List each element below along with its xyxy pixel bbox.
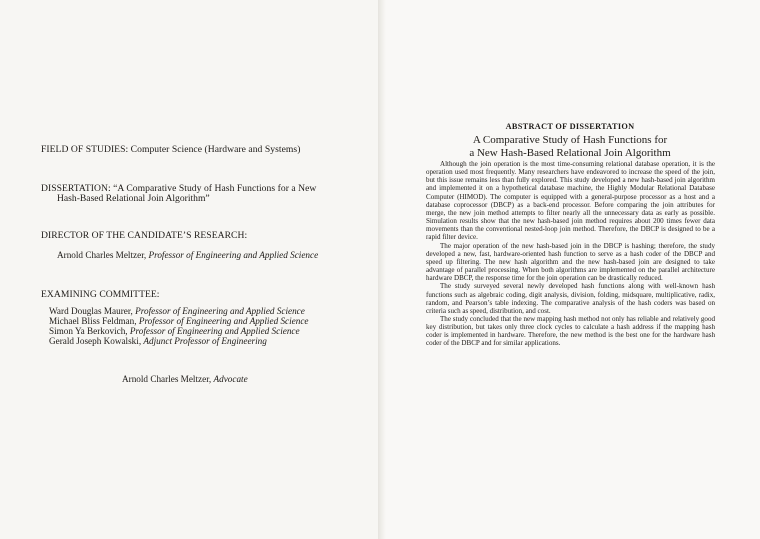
committee-member-name: Gerald Joseph Kowalski,: [49, 336, 142, 346]
abstract-paragraph: Although the join operation is the most time-consuming relational database operation, it is the operation used most frequently. Many researchers have endeavored to increase the speed of the join, but this issue remains less than fully explored. This study developed a new hash-based join algorithm and implemented it on a hypothetical database machine, the Highly Modular Relational Database Computer (HIMOD). The computer is equipped with a general-purpose processor as a host and a database coprocessor (DBCP) as a back-end processor. Before comparing the join attributes for merge, the new join method attempts to filter nearly all the unnecessary data as early as possible. Simulation results show that the new hash-based join method requires about 200 times fewer data movements than the conventional nested-loop join method. Therefore, the DBCP is designed to be a rapid filter device.: [426, 160, 715, 242]
committee-member-name: Simon Ya Berkovich,: [49, 326, 128, 336]
committee-member: [49, 306, 305, 316]
advocate-name: Arnold Charles Meltzer,: [122, 374, 212, 384]
director-title: Professor of Engineering and Applied Science: [148, 250, 319, 260]
abstract-title-line-1: A Comparative Study of Hash Functions for: [472, 134, 668, 146]
committee-member-name: Ward Douglas Maurer,: [49, 306, 133, 316]
director-heading: DIRECTOR OF THE CANDIDATE’S RESEARCH:: [41, 230, 248, 241]
abstract-paragraph: The study concluded that the new mapping hash method not only has reliable and relatively good key distribution, but takes only three clock cycles to calculate a hash address if the mapping hash coder is implemented in hardware. Therefore, the new method is the best one for the hardware hash coder of the DBCP and for similar applications.: [426, 314, 715, 348]
abstract-heading: ABSTRACT OF DISSERTATION: [505, 122, 635, 131]
committee-member-name: Michael Bliss Feldman,: [49, 316, 137, 326]
abstract-title: [381, 134, 759, 159]
abstract-title-line-2: a New Hash-Based Relational Join Algorithm: [469, 146, 671, 159]
page-gutter: [378, 0, 386, 539]
committee-heading: EXAMINING COMMITTEE:: [41, 289, 160, 300]
dissertation-line-2: Hash-Based Relational Join Algorithm”: [57, 193, 210, 204]
committee-member: [49, 326, 300, 336]
dissertation-line-1: DISSERTATION: “A Comparative Study of Hash Functions for a New: [41, 183, 317, 194]
committee-member-title: Professor of Engineering and Applied Science: [138, 316, 309, 326]
committee-member: [49, 336, 267, 346]
director-name: Arnold Charles Meltzer,: [57, 250, 147, 260]
advocate-entry: [122, 374, 248, 384]
committee-member-title: Professor of Engineering and Applied Science: [129, 326, 300, 336]
abstract-paragraph: The major operation of the new hash-based join in the DBCP is hashing; therefore, the study developed a new, fast, hardware-oriented hash function to serve as a hash coder of the DBCP and speed up filtering. The new hash algorithm and the new hash-based join are designed to take advantage of parallel processing. When both algorithms are implemented on the parallel architecture hardware DBCP, the response time for the join operation can be drastically reduced.: [426, 241, 715, 283]
committee-member-title: Professor of Engineering and Applied Science: [135, 306, 305, 316]
committee-member-title: Adjunct Professor of Engineering: [143, 336, 267, 346]
abstract-body: [426, 160, 715, 348]
abstract-paragraph: The study surveyed several newly developed hash functions along with well-known hash functions such as algebraic coding, digit analysis, division, folding, midsquare, multiplicative, radix, random, and Pearson’s table indexing. The comparative analysis of the hash coders was based on criteria such as speed, distribution, and cost.: [426, 282, 715, 315]
field-of-studies: FIELD OF STUDIES: Computer Science (Hardware and Systems): [41, 144, 301, 155]
committee-member: [49, 316, 309, 326]
advocate-title: Advocate: [213, 374, 248, 384]
director-entry: [57, 250, 318, 260]
